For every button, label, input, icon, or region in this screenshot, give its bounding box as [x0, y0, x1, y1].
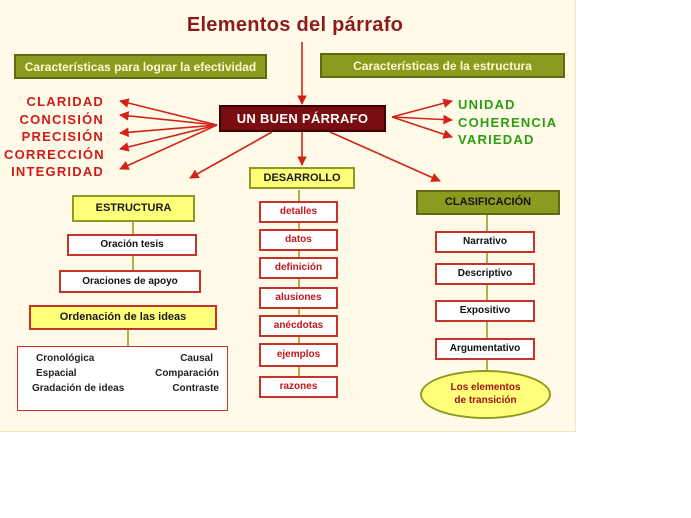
- quality-correccion: CORRECCIÓN: [4, 146, 105, 162]
- right-qualities: [458, 98, 557, 151]
- desarrollo-razones: razones: [259, 376, 338, 398]
- desarrollo-datos: datos: [259, 229, 338, 251]
- quality-concision: CONCISIÓN: [19, 111, 104, 127]
- ordenacion-node: Ordenación de las ideas: [29, 305, 217, 330]
- desarrollo-anecdotas: anécdotas: [259, 315, 338, 337]
- idea-causal: Causal: [180, 353, 213, 364]
- desarrollo-node: DESARROLLO: [249, 167, 355, 189]
- oraciones-apoyo-node: Oraciones de apoyo: [59, 270, 201, 293]
- quality-unidad: UNIDAD: [458, 97, 516, 112]
- center-node: UN BUEN PÁRRAFO: [219, 105, 386, 132]
- clasificacion-descriptivo: Descriptivo: [435, 263, 535, 285]
- desarrollo-definicion: definición: [259, 257, 338, 279]
- quality-variedad: VARIEDAD: [458, 132, 535, 147]
- header-left: Características para lograr la efectividad: [14, 54, 267, 79]
- desarrollo-alusiones: alusiones: [259, 287, 338, 309]
- transicion-ellipse: [420, 370, 551, 419]
- clasificacion-expositivo: Expositivo: [435, 300, 535, 322]
- desarrollo-ejemplos: ejemplos: [259, 343, 338, 367]
- header-right: Características de la estructura: [320, 53, 565, 78]
- ideas-box: [17, 346, 228, 411]
- quality-integridad: INTEGRIDAD: [11, 164, 104, 179]
- idea-cronologica: Cronológica: [36, 353, 95, 364]
- idea-contraste: Contraste: [172, 383, 219, 394]
- quality-claridad: CLARIDAD: [26, 94, 104, 109]
- idea-gradacion: Gradación de ideas: [32, 383, 125, 394]
- quality-coherencia: COHERENCIA: [458, 114, 558, 130]
- oracion-tesis-node: Oración tesis: [67, 234, 197, 256]
- clasificacion-node: CLASIFICACIÓN: [416, 190, 560, 215]
- idea-comparacion: Comparación: [155, 368, 219, 379]
- transicion-line-2: de transición: [454, 394, 517, 406]
- left-qualities: [4, 95, 104, 183]
- clasificacion-narrativo: Narrativo: [435, 231, 535, 253]
- arrow-unidad: [392, 101, 452, 117]
- transicion-line-1: Los elementos: [450, 382, 521, 393]
- page-title: Elementos del párrafo: [186, 14, 404, 36]
- idea-espacial: Espacial: [36, 368, 77, 379]
- clasificacion-argumentativo: Argumentativo: [435, 338, 535, 360]
- estructura-node: ESTRUCTURA: [72, 195, 195, 222]
- arrow-claridad: [120, 101, 217, 125]
- desarrollo-detalles: detalles: [259, 201, 338, 223]
- quality-precision: PRECISIÓN: [21, 129, 104, 144]
- arrow-concision: [120, 115, 217, 125]
